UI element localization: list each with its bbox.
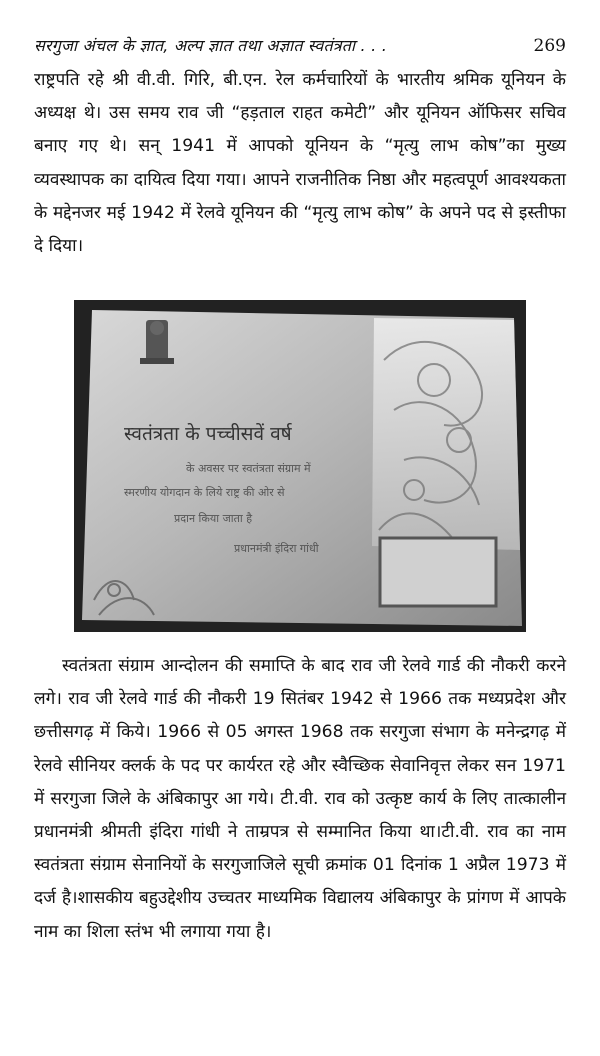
paragraph-2: स्वतंत्रता संग्राम आन्दोलन की समाप्ति के बाद राव जी रेलवे गार्ड की नौकरी करने लगे। राव जी रेलवे गार्ड की नौकरी 19 सितंबर 1942 से 1966 तक मध्यप्रदेश और छत्तीसगढ़ में किये। 1966 से 05 अगस्त 1968 तक सरगुजा संभाग के मनेन्द्रगढ़ में रेलवे सीनियर क्लर्क के पद पर कार्यरत रहे और स्वैच्छिक सेवानिवृत्त लेकर सन 1971 में सरगुजा जिले के अंबिकापुर आ गये। टी.वी. राव को उत्कृष्ट कार्य के लिए तात्कालीन प्रधानमंत्री श्रीमती इंदिरा गांधी ने ताम्रपत्र से सम्मानित किया था।टी.वी. राव का नाम स्वतंत्रता संग्राम सेनानियों के सरगुजाजिले सूची क्रमांक 01 दिनांक 1 अप्रैल 1973 में दर्ज है।शासकीय बहुउद्देशीय उच्चतर माध्यमिक विद्यालय अंबिकापुर के प्रांगण में आपके नाम का शिला स्तंभ भी लगाया गया है। — [34, 656, 566, 942]
plaque-heading: स्वतंत्रता के पच्चीसवें वर्ष — [124, 423, 292, 445]
plaque-photo-graphic — [74, 300, 526, 632]
plaque-line-3: प्रदान किया जाता है — [174, 512, 253, 525]
tamrapatra-plaque-photo — [74, 300, 526, 632]
plaque-line-4: प्रधानमंत्री इंदिरा गांधी — [234, 542, 319, 555]
page-number: 269 — [533, 36, 566, 56]
running-title: सरगुजा अंचल के ज्ञात, अल्प ज्ञात तथा अज्ञात स्वतंत्रता . . . — [34, 36, 387, 55]
inscription-box — [380, 538, 496, 606]
plaque-line-1: के अवसर पर स्वतंत्रता संग्राम में — [186, 462, 311, 475]
plaque-line-2: स्मरणीय योगदान के लिये राष्ट्र की ओर से — [124, 486, 285, 499]
running-header — [34, 34, 566, 58]
paragraph-1: राष्ट्रपति रहे श्री वी.वी. गिरि, बी.एन. रेल कर्मचारियों के भारतीय श्रमिक यूनियन के अध्यक्ष थे। उस समय राव जी “हड़ताल राहत कमेटी” और यूनियन ऑफिसर सचिव बनाए गए थे। सन् 1941 में आपको यूनियन के “मृत्यु लाभ कोष”का मुख्य व्यवस्थापक का दायित्व दिया गया। आपने राजनीतिक निष्ठा और महत्वपूर्ण आवश्यकता के मद्देनजर मई 1942 में रेलवे यूनियन की “मृत्यु लाभ कोष” के अपने पद से इस्तीफा दे दिया। — [34, 70, 566, 257]
